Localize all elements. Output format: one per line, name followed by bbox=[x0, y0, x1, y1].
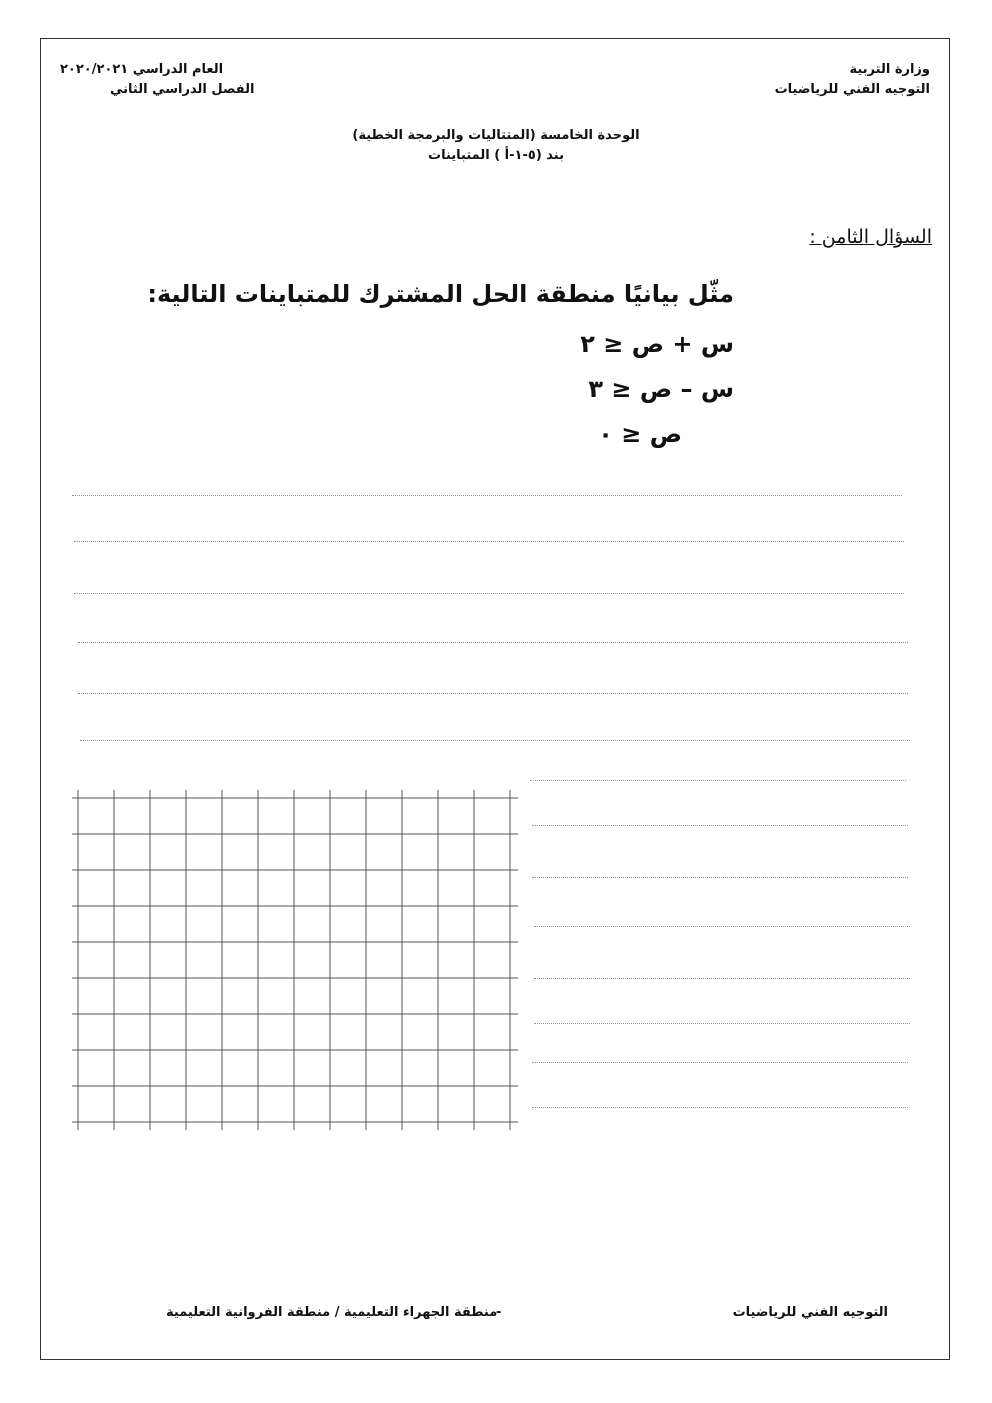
inequality-3: ص ≤ ٠ bbox=[598, 420, 682, 448]
footer-department: التوجيه الفني للرياضيات bbox=[732, 1305, 888, 1320]
section-title: بند (٥-١-أ ) المتباينات bbox=[428, 148, 564, 163]
graph-grid[interactable] bbox=[72, 790, 524, 1130]
answer-line bbox=[78, 642, 908, 643]
answer-line bbox=[72, 495, 902, 496]
inequality-1: س + ص ≤ ٢ bbox=[580, 330, 734, 358]
side-answer-line bbox=[532, 1062, 908, 1063]
side-answer-line bbox=[532, 877, 908, 878]
semester: الفصل الدراسي الثاني bbox=[110, 82, 255, 97]
answer-line bbox=[80, 740, 910, 741]
footer-regions: منطقة الجهراء التعليمية / منطقة الفروانية التعليمية bbox=[166, 1305, 498, 1320]
answer-line bbox=[74, 593, 904, 594]
ministry-name: وزارة التربية bbox=[849, 62, 930, 77]
answer-line bbox=[78, 693, 908, 694]
side-answer-line bbox=[530, 780, 906, 781]
school-year: العام الدراسي ٢٠٢٠/٢٠٢١ bbox=[60, 62, 224, 77]
department-name: التوجيه الفني للرياضيات bbox=[774, 82, 930, 97]
unit-title: الوحدة الخامسة (المتتاليات والبرمجة الخطية) bbox=[352, 128, 640, 143]
side-answer-line bbox=[532, 825, 908, 826]
question-title: السؤال الثامن : bbox=[809, 226, 932, 248]
inequality-2: س – ص ≤ ٣ bbox=[588, 375, 734, 403]
footer-separator: - bbox=[496, 1305, 502, 1320]
side-answer-line bbox=[534, 1023, 910, 1024]
side-answer-line bbox=[532, 1107, 908, 1108]
question-instruction: مثّل بيانيًا منطقة الحل المشترك للمتباينات التالية: bbox=[147, 280, 734, 308]
side-answer-line bbox=[534, 926, 910, 927]
side-answer-line bbox=[534, 978, 910, 979]
answer-line bbox=[74, 541, 904, 542]
